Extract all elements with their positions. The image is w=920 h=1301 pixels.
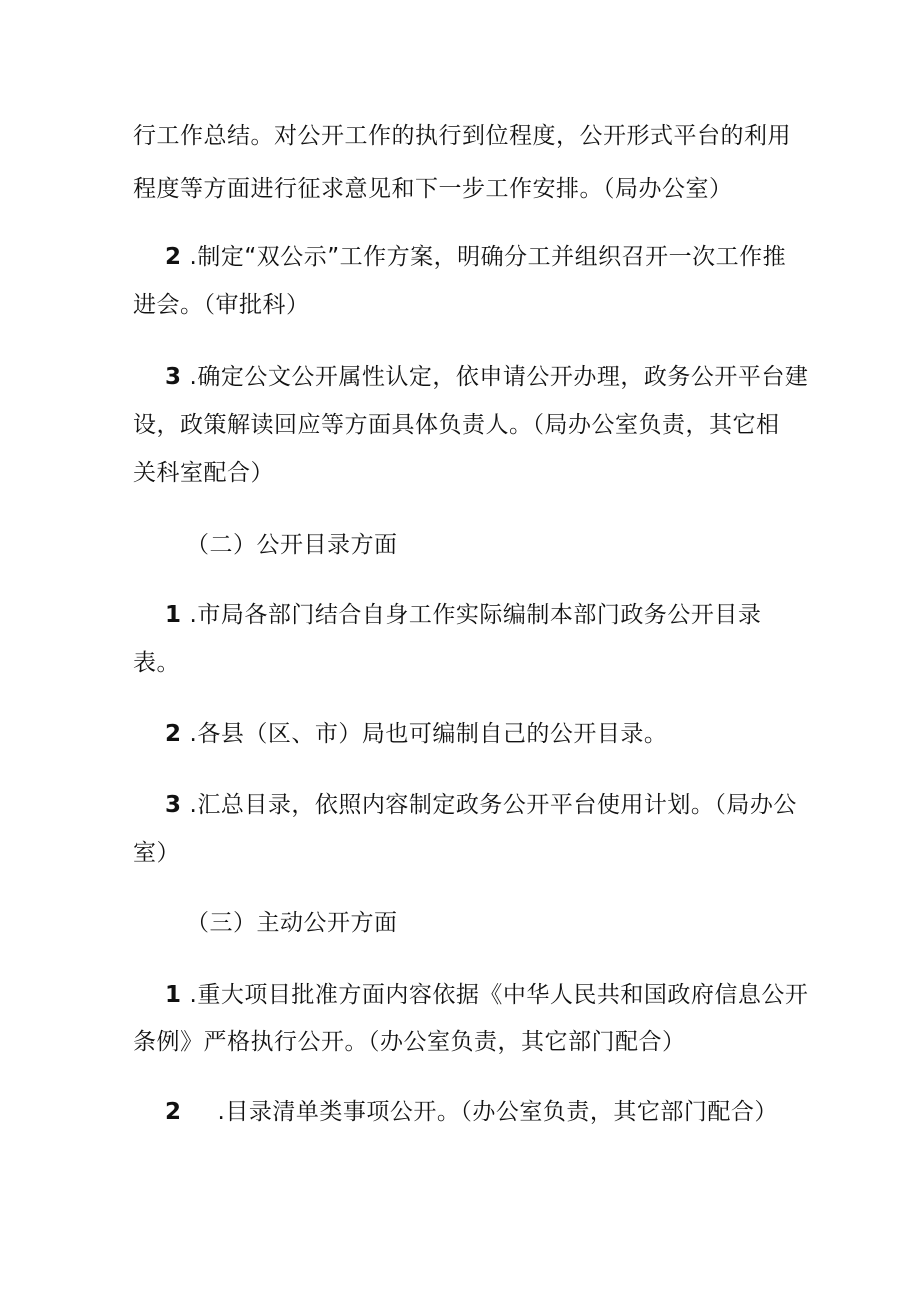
list-number: 2 (165, 721, 182, 747)
section-heading: （三）主动公开方面 (186, 910, 398, 936)
list-item-line: 1 .重大项目批准方面内容依据《中华人民共和国政府信息公开 (165, 982, 809, 1008)
paragraph-line: 行工作总结。对公开工作的执行到位程度，公开形式平台的利用 (133, 123, 791, 149)
list-number: 2 (165, 1099, 182, 1125)
list-item-line: 2 .制定“双公示”工作方案，明确分工并组织召开一次工作推 (165, 244, 787, 270)
list-item-line: 1 .市局各部门结合自身工作实际编制本部门政务公开目录 (165, 602, 762, 628)
paragraph-line: 条例》严格执行公开。（办公室负责，其它部门配合） (133, 1029, 686, 1055)
paragraph-line: 程度等方面进行征求意见和下一步工作安排。（局办公室） (133, 176, 733, 202)
paragraph-line: 关科室配合） (133, 460, 274, 486)
paragraph-line: 设，政策解读回应等方面具体负责人。（局办公室负责，其它相 (133, 412, 780, 438)
list-item-line: 2 .目录清单类事项公开。（办公室负责，其它部门配合） (165, 1099, 778, 1125)
list-number: 1 (165, 982, 182, 1008)
list-number: 2 (165, 244, 182, 270)
list-item-line: 2 .各县（区、市）局也可编制自己的公开目录。 (165, 721, 668, 747)
list-item-line: 3 .确定公文公开属性认定，依申请公开办理，政务公开平台建 (165, 364, 809, 390)
list-item-line: 3 .汇总目录，依照内容制定政务公开平台使用计划。（局办公 (165, 792, 797, 818)
list-number: 1 (165, 602, 182, 628)
list-number: 3 (165, 364, 182, 390)
section-heading: （二）公开目录方面 (186, 532, 398, 558)
list-number: 3 (165, 792, 182, 818)
paragraph-line: 室） (133, 840, 180, 866)
paragraph-line: 表。 (133, 650, 180, 676)
paragraph-line: 进会。（审批科） (133, 292, 310, 318)
